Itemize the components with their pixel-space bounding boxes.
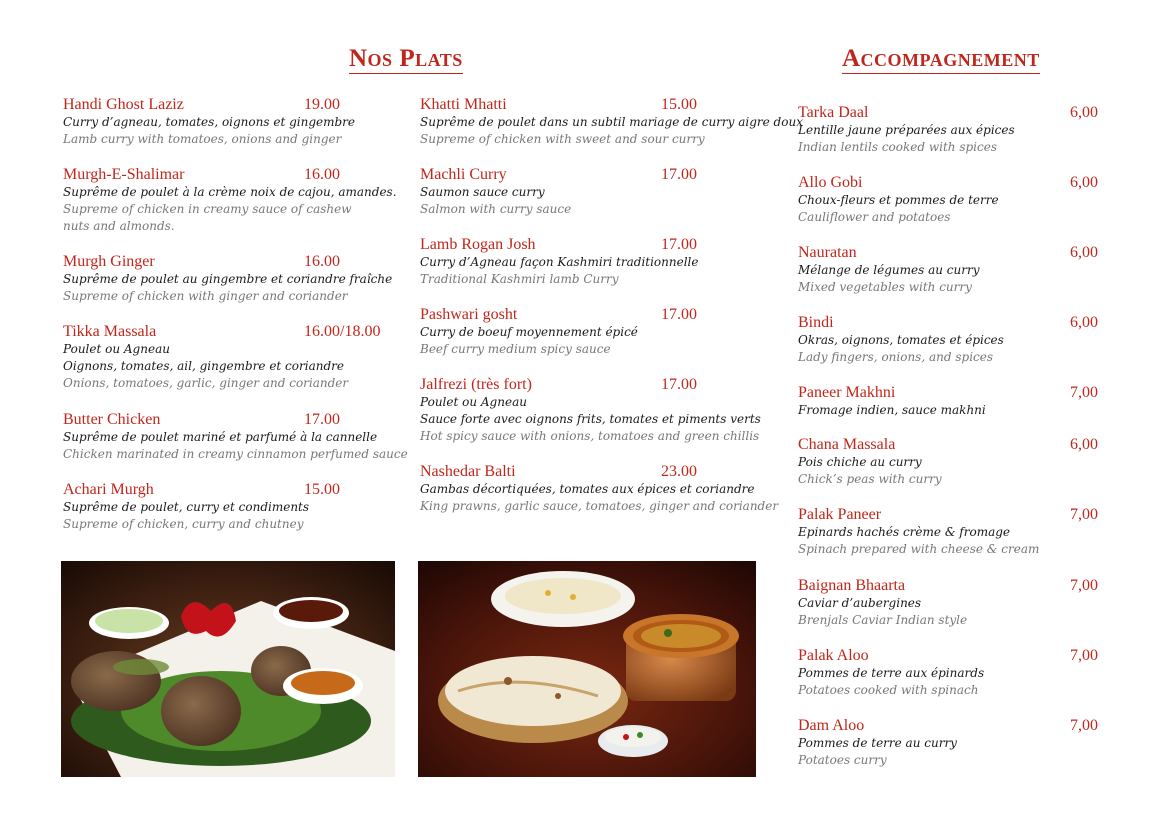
dish-name: Nashedar Balti <box>420 463 516 480</box>
dish-name: Butter Chicken <box>63 411 161 428</box>
dish-name: Murgh-E-Shalimar <box>63 166 185 183</box>
dish-description-fr: Pois chiche au curry <box>798 455 922 469</box>
dish-price: 6,00 <box>1070 314 1098 331</box>
lamb-chops-image <box>61 561 395 777</box>
dish-description-en: Brenjals Caviar Indian style <box>798 613 968 627</box>
dish-description-fr: Poulet ou Agneau <box>420 395 527 409</box>
dish-description-en: Spinach prepared with cheese & cream <box>798 542 1040 556</box>
dish-name: Palak Aloo <box>798 647 869 664</box>
dish-price: 7,00 <box>1070 717 1098 734</box>
dish-name: Murgh Ginger <box>63 253 155 270</box>
dish-price: 17.00 <box>661 166 697 183</box>
dish-description-fr: Suprême de poulet au gingembre et coriandre fraîche <box>63 272 393 286</box>
dish-name: Dam Aloo <box>798 717 865 734</box>
dish-price: 7,00 <box>1070 384 1098 401</box>
dish-description-en: Lady fingers, onions, and spices <box>798 350 994 364</box>
dish-price: 6,00 <box>1070 174 1098 191</box>
dish-description-fr: Mélange de légumes au curry <box>798 263 980 277</box>
dish-description-fr: Suprême de poulet dans un subtil mariage de curry aigre doux <box>420 115 803 129</box>
dish-description-fr: Suprême de poulet mariné et parfumé à la cannelle <box>63 430 378 444</box>
dish-description-fr: Curry de boeuf moyennement épicé <box>420 325 638 339</box>
dish-description-fr: Oignons, tomates, ail, gingembre et coriandre <box>63 359 344 373</box>
dish-description-en: Supreme of chicken with sweet and sour curry <box>420 132 705 146</box>
dish-price: 16.00 <box>304 166 340 183</box>
dish-description-en: Chick’s peas with curry <box>798 472 942 486</box>
dish-description-en: Traditional Kashmiri lamb Curry <box>420 272 619 286</box>
dish-price: 7,00 <box>1070 577 1098 594</box>
dish-price: 16.00 <box>304 253 340 270</box>
dish-description-fr: Sauce forte avec oignons frits, tomates et piments verts <box>420 412 761 426</box>
dish-description-fr: Lentille jaune préparées aux épices <box>798 123 1015 137</box>
dish-description-fr: Caviar d’aubergines <box>798 596 922 610</box>
dish-name: Chana Massala <box>798 436 896 453</box>
dish-price: 16.00/18.00 <box>304 323 381 340</box>
dish-price: 17.00 <box>661 306 697 323</box>
curry-naan-photo <box>418 561 756 777</box>
section-heading-plats: Nos Plats <box>349 45 463 72</box>
dish-price: 7,00 <box>1070 647 1098 664</box>
curry-naan-image <box>418 561 756 777</box>
dish-description-en: Potatoes curry <box>798 753 887 767</box>
dish-description-fr: Curry d’Agneau façon Kashmiri traditionnelle <box>420 255 699 269</box>
dish-price: 17.00 <box>304 411 340 428</box>
dish-description-fr: Pommes de terre aux épinards <box>798 666 985 680</box>
section-heading-accompagnement: Accompagnement <box>842 45 1040 72</box>
dish-name: Tikka Massala <box>63 323 157 340</box>
dish-description-fr: Choux-fleurs et pommes de terre <box>798 193 999 207</box>
menu-column-plats-right <box>420 96 803 546</box>
dish-name: Baignan Bhaarta <box>798 577 906 594</box>
dish-description-en: Salmon with curry sauce <box>420 202 572 216</box>
dish-description-en: Onions, tomatoes, garlic, ginger and coriander <box>63 376 349 390</box>
dish-price: 7,00 <box>1070 506 1098 523</box>
dish-name: Tarka Daal <box>798 104 869 121</box>
dish-price: 23.00 <box>661 463 697 480</box>
dish-description-fr: Poulet ou Agneau <box>63 342 170 356</box>
dish-name: Jalfrezi (très fort) <box>420 376 532 393</box>
dish-description-en: Mixed vegetables with curry <box>798 280 972 294</box>
lamb-chops-photo <box>61 561 395 777</box>
dish-price: 17.00 <box>661 236 697 253</box>
dish-description-en: Supreme of chicken, curry and chutney <box>63 517 304 531</box>
dish-description-en: Cauliflower and potatoes <box>798 210 951 224</box>
dish-description-en: Indian lentils cooked with spices <box>798 140 997 154</box>
dish-description-en: Supreme of chicken in creamy sauce of cashew nuts and almonds. <box>63 202 352 233</box>
dish-name: Bindi <box>798 314 834 331</box>
dish-name: Pashwari gosht <box>420 306 518 323</box>
dish-name: Achari Murgh <box>63 481 154 498</box>
dish-name: Handi Ghost Laziz <box>63 96 184 113</box>
dish-name: Khatti Mhatti <box>420 96 507 113</box>
dish-price: 6,00 <box>1070 244 1098 261</box>
dish-description-en: Chicken marinated in creamy cinnamon perfumed sauce <box>63 447 408 461</box>
dish-description-fr: Pommes de terre au curry <box>798 736 957 750</box>
dish-description-fr: Curry d’agneau, tomates, oignons et gingembre <box>63 115 356 129</box>
menu-column-accompagnement <box>798 104 1108 784</box>
dish-price: 15.00 <box>304 481 340 498</box>
dish-description-fr: Suprême de poulet à la crème noix de cajou, amandes. <box>63 185 397 199</box>
dish-description-fr: Okras, oignons, tomates et épices <box>798 333 1004 347</box>
dish-description-en: Potatoes cooked with spinach <box>798 683 979 697</box>
dish-name: Machli Curry <box>420 166 507 183</box>
dish-price: 6,00 <box>1070 436 1098 453</box>
dish-description-fr: Saumon sauce curry <box>420 185 545 199</box>
dish-description-fr: Fromage indien, sauce makhni <box>798 403 986 417</box>
dish-name: Palak Paneer <box>798 506 882 523</box>
dish-name: Lamb Rogan Josh <box>420 236 536 253</box>
dish-price: 15.00 <box>661 96 697 113</box>
menu-column-plats-left <box>63 96 408 546</box>
dish-description-en: King prawns, garlic sauce, tomatoes, ginger and coriander <box>420 499 779 513</box>
dish-description-en: Hot spicy sauce with onions, tomatoes and green chillis <box>420 429 760 443</box>
dish-description-fr: Suprême de poulet, curry et condiments <box>63 500 310 514</box>
dish-price: 19.00 <box>304 96 340 113</box>
dish-price: 6,00 <box>1070 104 1098 121</box>
dish-description-en: Beef curry medium spicy sauce <box>420 342 611 356</box>
dish-name: Nauratan <box>798 244 857 261</box>
dish-name: Allo Gobi <box>798 174 863 191</box>
dish-description-en: Supreme of chicken with ginger and coriander <box>63 289 348 303</box>
dish-price: 17.00 <box>661 376 697 393</box>
dish-description-fr: Gambas décortiquées, tomates aux épices et coriandre <box>420 482 755 496</box>
dish-description-fr: Epinards hachés crème & fromage <box>798 525 1011 539</box>
dish-name: Paneer Makhni <box>798 384 896 401</box>
dish-description-en: Lamb curry with tomatoes, onions and ginger <box>63 132 342 146</box>
